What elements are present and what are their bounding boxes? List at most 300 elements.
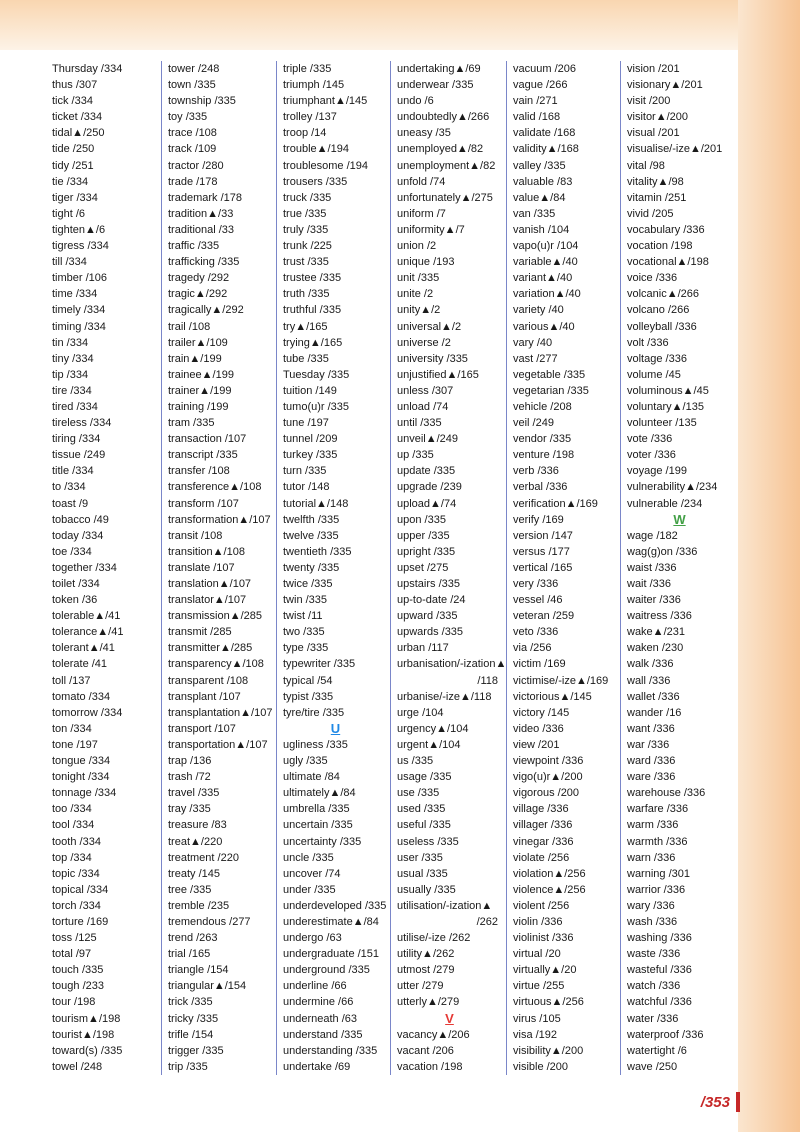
index-entry: wall /336 <box>627 674 671 687</box>
index-entry: van /335 <box>513 207 556 220</box>
index-entry: tragic▲/292 <box>168 288 228 301</box>
index-entry: tragedy /292 <box>168 272 230 285</box>
index-entry: trend /263 <box>168 932 218 945</box>
index-entry: trash /72 <box>168 771 211 784</box>
index-entry: trademark /178 <box>168 191 242 204</box>
index-entry: urbanise/-ize▲/118 <box>397 690 492 703</box>
index-entry: till /334 <box>52 256 87 269</box>
index-entry: veto /336 <box>513 626 559 639</box>
index-column-3 <box>276 61 388 1075</box>
index-entry: tooth /334 <box>52 835 101 848</box>
index-entry: vulnerability▲/234 <box>627 481 718 494</box>
index-entry: victory /145 <box>513 706 570 719</box>
index-entry: translation▲/107 <box>168 578 252 590</box>
index-entry: virtually▲/20 <box>513 964 577 977</box>
index-entry: twenty /335 <box>283 561 340 574</box>
index-entry: try▲/165 <box>283 320 328 333</box>
index-entry: tourism▲/198 <box>52 1012 121 1025</box>
index-entry: toss /125 <box>52 932 97 945</box>
index-entry: topic /334 <box>52 867 100 880</box>
index-entry: top /334 <box>52 851 92 864</box>
index-entry: travel /335 <box>168 787 220 800</box>
index-entry: violation▲/256 <box>513 867 586 880</box>
index-entry: upper /335 <box>397 529 450 542</box>
index-entry: uniform /7 <box>397 207 446 220</box>
index-entry: watertight /6 <box>627 1044 687 1057</box>
index-entry: universe /2 <box>397 336 451 349</box>
index-entry: vague /266 <box>513 79 568 92</box>
index-entry: treaty /145 <box>168 867 220 880</box>
index-entry: voter /336 <box>627 449 676 462</box>
index-entry: wander /16 <box>627 706 682 719</box>
index-entry: watch /336 <box>627 980 681 993</box>
index-entry: toilet /334 <box>52 578 100 590</box>
index-entry: tight /6 <box>52 207 86 220</box>
index-entry: trifle /154 <box>168 1028 214 1041</box>
index-entry: waiter /336 <box>627 594 681 607</box>
index-entry: verify /169 <box>513 513 564 526</box>
index-entry: training /199 <box>168 400 229 413</box>
index-entry: urbanisation/-ization▲ <box>397 658 507 671</box>
index-entry: waken /230 <box>627 642 684 655</box>
index-entry: tumo(u)r /335 <box>283 400 350 413</box>
index-entry: tray /335 <box>168 803 211 816</box>
index-entry: undergraduate /151 <box>283 948 380 961</box>
index-entry: wag(g)on /336 <box>627 545 698 558</box>
index-entry: ticket /334 <box>52 111 103 124</box>
index-entry: tiny /334 <box>52 352 94 365</box>
index-entry: wait /336 <box>627 578 672 590</box>
index-entry: veil /249 <box>513 417 554 430</box>
index-entry: waist /336 <box>627 561 677 574</box>
page-edge-top <box>0 0 800 50</box>
index-entry: touch /335 <box>52 964 104 977</box>
index-entry: township /335 <box>168 95 236 108</box>
index-entry: visa /192 <box>513 1028 558 1041</box>
index-entry: unfortunately▲/275 <box>397 191 493 204</box>
index-entry: value▲/84 <box>513 191 566 204</box>
index-entry: tree /335 <box>168 883 212 896</box>
index-entry: underwear /335 <box>397 79 474 92</box>
index-entry: tiring /334 <box>52 433 101 446</box>
index-entry: tour /198 <box>52 996 96 1009</box>
index-entry: virus /105 <box>513 1012 561 1025</box>
index-entry: triumph /145 <box>283 79 345 92</box>
index-entry: unemployed▲/82 <box>397 143 484 156</box>
index-entry: visit /200 <box>627 95 671 108</box>
index-entry: tomato /334 <box>52 690 111 703</box>
index-entry: verification▲/169 <box>513 497 598 510</box>
index-entry: upgrade /239 <box>397 481 462 494</box>
index-entry: tomorrow /334 <box>52 706 123 719</box>
index-entry: wake▲/231 <box>627 626 685 639</box>
index-entry: use /335 <box>397 787 440 800</box>
index-entry: useful /335 <box>397 819 451 832</box>
index-entry: viewpoint /336 <box>513 755 584 768</box>
index-entry: virtual /20 <box>513 948 561 961</box>
index-entry: trousers /335 <box>283 175 348 188</box>
index-entry: total /97 <box>52 948 92 961</box>
index-entry: Thursday /334 <box>52 63 123 75</box>
index-entry: tube /335 <box>283 352 329 365</box>
index-entry: trace /108 <box>168 127 217 140</box>
index-entry: vocabulary /336 <box>627 223 705 236</box>
index-entry: undermine /66 <box>283 996 354 1009</box>
index-entry: vary /40 <box>513 336 553 349</box>
section-heading-u: U <box>330 720 341 736</box>
index-entry: treasure /83 <box>168 819 227 832</box>
index-entry: unite /2 <box>397 288 434 301</box>
index-entry: union /2 <box>397 240 437 253</box>
index-entry: transit /108 <box>168 529 223 542</box>
index-entry: tissue /249 <box>52 449 106 462</box>
index-entry: token /36 <box>52 594 98 607</box>
index-column-6 <box>620 61 732 1075</box>
index-entry: unfold /74 <box>397 175 446 188</box>
index-entry: unless /307 <box>397 384 454 397</box>
index-entry: underneath /63 <box>283 1012 358 1025</box>
index-entry: tourist▲/198 <box>52 1028 115 1041</box>
index-entry: turn /335 <box>283 465 327 478</box>
index-entry: tire /334 <box>52 384 92 397</box>
index-entry: typewriter /335 <box>283 658 356 671</box>
index-entry: unemployment▲/82 <box>397 159 496 172</box>
index-entry: university /335 <box>397 352 468 365</box>
index-entry: twin /335 <box>283 594 328 607</box>
index-entry: validity▲/168 <box>513 143 579 156</box>
index-entry: trap /136 <box>168 755 212 768</box>
index-entry: tone /197 <box>52 738 98 751</box>
index-entry: undertake /69 <box>283 1060 351 1073</box>
index-entry: variation▲/40 <box>513 288 581 301</box>
index-entry: timber /106 <box>52 272 108 285</box>
index-entry: virtuous▲/256 <box>513 996 584 1009</box>
index-entry: transaction /107 <box>168 433 247 446</box>
index-entry: violence▲/256 <box>513 883 586 896</box>
index-entry: utilise/-ize /262 <box>397 932 471 945</box>
index-entry: vast /277 <box>513 352 558 365</box>
index-entry: tuition /149 <box>283 384 337 397</box>
index-entry: vigo(u)r▲/200 <box>513 771 583 784</box>
index-entry: trick /335 <box>168 996 213 1009</box>
index-entry: via /256 <box>513 642 552 655</box>
index-entry: water /336 <box>627 1012 679 1025</box>
index-entry: trial /165 <box>168 948 211 961</box>
index-entry: tyre/tire /335 <box>283 706 345 719</box>
index-entry: together /334 <box>52 561 117 574</box>
index-entry: validate /168 <box>513 127 576 140</box>
index-entry: volleyball /336 <box>627 320 697 333</box>
index-entry: town /335 <box>168 79 216 92</box>
index-entry: time /334 <box>52 288 98 301</box>
index-entry: unjustified▲/165 <box>397 368 479 381</box>
index-entry: troop /14 <box>283 127 327 140</box>
index-entry: voluminous▲/45 <box>627 384 709 397</box>
index-entry: transmitter▲/285 <box>168 642 253 655</box>
index-entry: tip /334 <box>52 368 89 381</box>
index-entry: underground /335 <box>283 964 370 977</box>
index-entry: visualise/-ize▲/201 <box>627 143 723 156</box>
index-entry: wash /336 <box>627 915 678 928</box>
index-entry: usually /335 <box>397 883 456 896</box>
index-entry: typist /335 <box>283 690 334 703</box>
index-entry: transmit /285 <box>168 626 232 639</box>
index-entry: trunk /225 <box>283 240 332 253</box>
index-entry: tram /335 <box>168 417 215 430</box>
index-entry: transference▲/108 <box>168 481 262 494</box>
index-entry: transmission▲/285 <box>168 610 263 623</box>
index-entry: visitor▲/200 <box>627 111 689 124</box>
index-entry: torture /169 <box>52 915 109 928</box>
index-entry: vacation /198 <box>397 1060 463 1073</box>
index-entry: translate /107 <box>168 561 235 574</box>
index-entry: universal▲/2 <box>397 320 462 333</box>
index-entry: utmost /279 <box>397 964 455 977</box>
index-entry: true /335 <box>283 207 327 220</box>
index-entry: volt /336 <box>627 336 669 349</box>
index-entry: visual /201 <box>627 127 680 140</box>
index-entry: victorious▲/145 <box>513 690 592 703</box>
index-entry: wallet /336 <box>627 690 680 703</box>
index-entry: vacuum /206 <box>513 63 576 75</box>
index-entry: upwards /335 <box>397 626 464 639</box>
index-entry: treatment /220 <box>168 851 239 864</box>
index-entry: verbal /336 <box>513 481 568 494</box>
index-entry: too /334 <box>52 803 92 816</box>
index-entry: traffic /335 <box>168 240 220 253</box>
index-entry-continuation: /262 <box>476 915 498 928</box>
index-entry: ugly /335 <box>283 755 328 768</box>
index-entry: variety /40 <box>513 304 564 317</box>
index-entry: vocational▲/198 <box>627 256 709 269</box>
index-entry: utter /279 <box>397 980 444 993</box>
index-entry: various▲/40 <box>513 320 575 333</box>
index-entry: urban /117 <box>397 642 449 655</box>
index-entry: tick /334 <box>52 95 93 108</box>
index-entry: vulnerable /234 <box>627 497 703 510</box>
index-entry: trip /335 <box>168 1060 208 1073</box>
index-entry: trafficking /335 <box>168 256 240 269</box>
index-entry: violent /256 <box>513 899 570 912</box>
index-column-2 <box>161 61 273 1075</box>
index-entry: wasteful /336 <box>627 964 692 977</box>
index-entry: vinegar /336 <box>513 835 574 848</box>
index-entry: variable▲/40 <box>513 256 578 269</box>
index-entry: tune /197 <box>283 417 329 430</box>
index-entry: traditional /33 <box>168 223 235 236</box>
index-entry: valuable /83 <box>513 175 573 188</box>
page-number-bar <box>736 1092 740 1112</box>
index-entry: warrior /336 <box>627 883 686 896</box>
index-entry: unity▲/2 <box>397 304 441 317</box>
index-entry: tower /248 <box>168 63 220 75</box>
index-entry: type /335 <box>283 642 329 655</box>
index-entry: tolerate /41 <box>52 658 108 671</box>
index-column-5 <box>506 61 618 1075</box>
index-entry: trainer▲/199 <box>168 384 232 397</box>
index-entry: triple /335 <box>283 63 332 75</box>
index-entry: voyage /199 <box>627 465 687 478</box>
index-entry: truthful /335 <box>283 304 342 317</box>
index-entry: volcanic▲/266 <box>627 288 700 301</box>
index-entry: veteran /259 <box>513 610 575 623</box>
index-entry: typical /54 <box>283 674 333 687</box>
index-entry: wave /250 <box>627 1060 678 1073</box>
index-entry: transcript /335 <box>168 449 238 462</box>
index-entry: ultimately▲/84 <box>283 787 356 800</box>
index-entry: transport /107 <box>168 722 236 735</box>
index-entry: undoubtedly▲/266 <box>397 111 490 124</box>
index-entry: transportation▲/107 <box>168 738 268 751</box>
index-entry: upset /275 <box>397 561 449 574</box>
section-heading-v: V <box>445 1010 454 1026</box>
index-entry: tidal▲/250 <box>52 127 105 140</box>
index-entry: trainee▲/199 <box>168 368 234 381</box>
index-entry: usage /335 <box>397 771 452 784</box>
index-entry: want /336 <box>627 722 675 735</box>
index-entry: venture /198 <box>513 449 575 462</box>
index-entry: tutor /148 <box>283 481 330 494</box>
index-entry: variant▲/40 <box>513 272 573 285</box>
index-entry: violate /256 <box>513 851 570 864</box>
index-entry: toward(s) /335 <box>52 1044 123 1057</box>
index-entry: vehicle /208 <box>513 400 572 413</box>
index-entry: wary /336 <box>627 899 675 912</box>
index-entry: vanish /104 <box>513 223 570 236</box>
index-entry: toe /334 <box>52 545 92 558</box>
index-entry: volcano /266 <box>627 304 690 317</box>
index-entry: violin /336 <box>513 915 563 928</box>
index-entry: tongue /334 <box>52 755 111 768</box>
index-entry: upstairs /335 <box>397 578 460 590</box>
index-entry: tunnel /209 <box>283 433 338 446</box>
index-entry: two /335 <box>283 626 325 639</box>
index-entry: ware /336 <box>627 771 676 784</box>
index-entry: transparent /108 <box>168 674 249 687</box>
index-entry: train▲/199 <box>168 352 222 365</box>
index-entry: watchful /336 <box>627 996 692 1009</box>
index-entry: tutorial▲/148 <box>283 497 349 510</box>
index-entry: utilisation/-ization▲ <box>397 899 493 912</box>
index-entry: vapo(u)r /104 <box>513 240 579 253</box>
index-entry: villager /336 <box>513 819 573 832</box>
index-entry: transfer /108 <box>168 465 230 478</box>
index-entry: uniformity▲/7 <box>397 223 465 236</box>
index-entry: vain /271 <box>513 95 558 108</box>
index-entry: ultimate /84 <box>283 771 340 784</box>
index-entry: urge /104 <box>397 706 444 719</box>
index-entry: truly /335 <box>283 223 329 236</box>
index-entry: trail /108 <box>168 320 211 333</box>
index-entry: vivid /205 <box>627 207 674 220</box>
index-entry: usual /335 <box>397 867 448 880</box>
index-entry: tricky /335 <box>168 1012 219 1025</box>
index-entry: vital /98 <box>627 159 665 172</box>
index-entry: urgent▲/104 <box>397 738 461 751</box>
index-entry: washing /336 <box>627 932 692 945</box>
index-entry: used /335 <box>397 803 446 816</box>
index-entry: under /335 <box>283 883 336 896</box>
index-entry: victim /169 <box>513 658 566 671</box>
index-entry: waitress /336 <box>627 610 692 623</box>
index-entry: until /335 <box>397 417 442 430</box>
index-entry: underdeveloped /335 <box>283 899 387 912</box>
index-entry: up-to-date /24 <box>397 594 466 607</box>
index-entry: underline /66 <box>283 980 347 993</box>
index-entry: verb /336 <box>513 465 559 478</box>
index-entry: ton /334 <box>52 722 92 735</box>
index-entry: today /334 <box>52 529 104 542</box>
index-entry: towel /248 <box>52 1060 103 1073</box>
index-entry: understanding /335 <box>283 1044 378 1057</box>
index-entry: volunteer /135 <box>627 417 697 430</box>
index-entry: tin /334 <box>52 336 89 349</box>
index-entry: tired /334 <box>52 400 98 413</box>
index-entry: waterproof /336 <box>627 1028 704 1041</box>
index-entry: vegetable /335 <box>513 368 586 381</box>
index-entry: tie /334 <box>52 175 89 188</box>
index-entry: tiger /334 <box>52 191 98 204</box>
index-entry: umbrella /335 <box>283 803 350 816</box>
index-entry: volume /45 <box>627 368 681 381</box>
index-entry: tighten▲/6 <box>52 223 106 236</box>
index-entry: title /334 <box>52 465 94 478</box>
index-entry: tractor /280 <box>168 159 224 172</box>
index-entry: vendor /335 <box>513 433 572 446</box>
index-entry: unit /335 <box>397 272 440 285</box>
index-column-1 <box>52 61 163 1075</box>
index-entry: vitality▲/98 <box>627 175 684 188</box>
index-entry: utterly▲/279 <box>397 996 460 1009</box>
index-entry: voluntary▲/135 <box>627 400 704 413</box>
index-entry: translator▲/107 <box>168 594 247 607</box>
index-entry: walk /336 <box>627 658 674 671</box>
index-entry: vitamin /251 <box>627 191 687 204</box>
index-entry: twentieth /335 <box>283 545 352 558</box>
index-entry: vacant /206 <box>397 1044 454 1057</box>
index-entry: twelfth /335 <box>283 513 340 526</box>
index-entry: Tuesday /335 <box>283 368 350 381</box>
index-entry: twist /11 <box>283 610 323 623</box>
index-entry: truck /335 <box>283 191 332 204</box>
index-entry: underestimate▲/84 <box>283 915 379 928</box>
index-entry: undo /6 <box>397 95 434 108</box>
index-entry: turkey /335 <box>283 449 338 462</box>
index-entry: tool /334 <box>52 819 95 832</box>
index-entry: trustee /335 <box>283 272 342 285</box>
index-entry: utility▲/262 <box>397 948 455 961</box>
index-entry: understand /335 <box>283 1028 363 1041</box>
index-entry: twice /335 <box>283 578 333 590</box>
index-entry: topical /334 <box>52 883 109 896</box>
index-entry: vocation /198 <box>627 240 693 253</box>
index-entry: vote /336 <box>627 433 673 446</box>
index-entry: track /109 <box>168 143 217 156</box>
index-entry-continuation: /118 <box>477 674 498 687</box>
index-entry: toll /137 <box>52 674 91 687</box>
index-entry: wage /182 <box>627 529 678 542</box>
page-edge-right <box>738 0 800 1132</box>
index-entry: vacancy▲/206 <box>397 1028 470 1041</box>
index-entry: upward /335 <box>397 610 458 623</box>
index-entry: war /336 <box>627 738 670 751</box>
index-entry: to /334 <box>52 481 86 494</box>
index-entry: triumphant▲/145 <box>283 95 368 108</box>
index-entry: version /147 <box>513 529 573 542</box>
index-column-4 <box>390 61 507 1075</box>
index-entry: uncertainty /335 <box>283 835 362 848</box>
index-entry: toy /335 <box>168 111 208 124</box>
